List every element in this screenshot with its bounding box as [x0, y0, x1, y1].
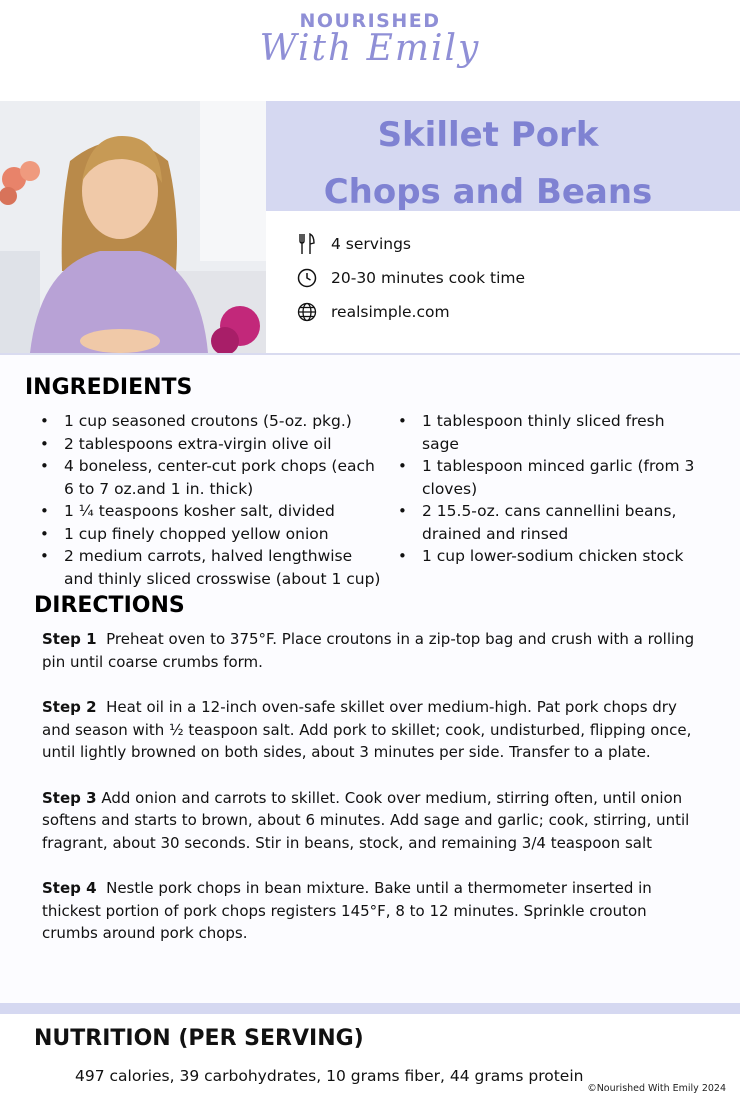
step-label: Step 3: [42, 788, 97, 807]
servings-row: [296, 227, 525, 261]
recipe-body: [0, 355, 740, 1003]
brand-logo: [0, 10, 740, 69]
ingredient-item: • 1 cup lower-sodium chicken stock: [398, 545, 698, 568]
direction-step: [42, 628, 702, 673]
globe-icon: [296, 301, 318, 323]
ingredient-item: • 1 tablespoon minced garlic (from 3 cloves): [398, 455, 698, 500]
step-text: Nestle pork chops in bean mixture. Bake until a thermometer inserted in thickest portion of pork chops registers 145°F, 8 to 12 minutes. Sprinkle crouton crumbs around pork chops.: [42, 879, 652, 942]
cook-time-row: [296, 261, 525, 295]
direction-step: [42, 877, 702, 945]
step-text: Preheat oven to 375°F. Place croutons in a zip-top bag and crush with a rolling pin until coarse crumbs form.: [42, 630, 695, 671]
cook-time-text: 20-30 minutes cook time: [331, 269, 526, 287]
clock-icon: [296, 267, 318, 289]
source-row: [296, 295, 525, 329]
section-divider-band: [0, 1003, 740, 1014]
source-link[interactable]: realsimple.com: [331, 303, 450, 321]
recipe-header: [0, 101, 740, 353]
ingredient-item: • 1 tablespoon thinly sliced fresh sage: [398, 410, 698, 455]
copyright-notice: ©Nourished With Emily 2024: [587, 1083, 726, 1094]
ingredient-item: • 4 boneless, center-cut pork chops (each 6 to 7 oz.and 1 in. thick): [40, 455, 385, 500]
step-label: Step 4: [42, 879, 97, 897]
direction-step: [42, 696, 702, 764]
nutrition-heading: NUTRITION (PER SERVING): [34, 1026, 364, 1051]
ingredient-item: • 1 cup seasoned croutons (5-oz. pkg.): [40, 410, 385, 433]
ingredient-item: • 2 medium carrots, halved lengthwise and thinly sliced crosswise (about 1 cup): [40, 545, 385, 590]
brand-name-top: NOURISHED: [299, 10, 441, 32]
nutrition-text: 497 calories, 39 carbohydrates, 10 grams fiber, 44 grams protein: [75, 1067, 584, 1085]
ingredient-item: • 1 cup finely chopped yellow onion: [40, 523, 385, 546]
step-text: Add onion and carrots to skillet. Cook over medium, stirring often, until onion softens and starts to brown, about 6 minutes. Add sage and garlic; cook, stirring, until fragrant, about 30 seconds. Stir in beans, stock, and remaining 3/4 teaspoon salt: [42, 788, 690, 852]
recipe-title-line1: Skillet Pork: [377, 115, 599, 155]
author-photo-illustration: [0, 101, 266, 353]
step-label: Step 1: [42, 630, 97, 648]
brand-name-script: With Emily: [259, 28, 481, 69]
title-banner: [266, 101, 740, 211]
ingredient-item: • 2 tablespoons extra-virgin olive oil: [40, 433, 385, 456]
ingredient-item: • 2 15.5-oz. cans cannellini beans, drained and rinsed: [398, 500, 698, 545]
ingredients-list-left: [40, 410, 385, 590]
directions-list: [42, 628, 702, 968]
ingredient-item: • 1 ¼ teaspoons kosher salt, divided: [40, 500, 385, 523]
ingredients-list-right: [398, 410, 698, 568]
recipe-title: [266, 107, 710, 221]
step-text: Heat oil in a 12-inch oven-safe skillet over medium-high. Pat pork chops dry and season with ½ teaspoon salt. Add pork to skillet; cook, undisturbed, flipping once, until lightly browned on both sides, about 3 minutes per side. Transfer to a plate.: [42, 698, 692, 761]
step-label: Step 2: [42, 698, 97, 716]
servings-text: 4 servings: [331, 235, 411, 253]
directions-heading: DIRECTIONS: [34, 593, 185, 618]
fork-knife-icon: [296, 233, 318, 255]
author-photo: [0, 101, 266, 353]
direction-step: [42, 787, 702, 855]
recipe-title-line2: Chops and Beans: [323, 172, 653, 212]
ingredients-heading: INGREDIENTS: [25, 375, 193, 400]
recipe-meta: [296, 227, 525, 329]
